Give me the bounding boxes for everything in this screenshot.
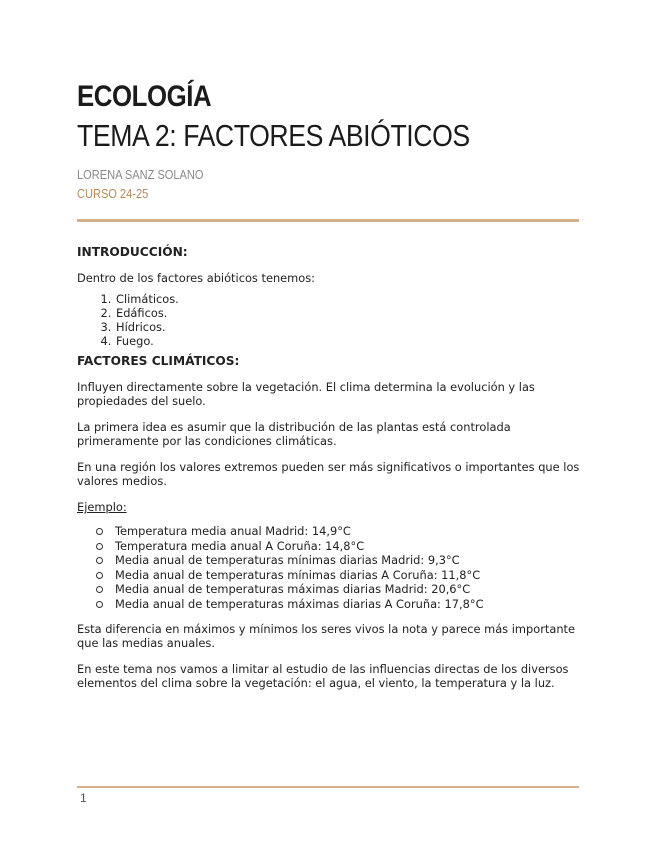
list-item: Media anual de temperaturas máximas diarias Madrid: 20,6°C	[115, 582, 582, 597]
list-item: 4. Fuego.	[115, 334, 582, 348]
header-divider	[77, 219, 579, 222]
paragraph: Esta diferencia en máximos y mínimos los seres vivos la nota y parece más importante que las medias anuales.	[77, 621, 576, 650]
list-item: Media anual de temperaturas mínimas diarias A Coruña: 11,8°C	[115, 568, 582, 583]
circle-bullet-icon	[96, 557, 103, 564]
footer-divider	[77, 786, 579, 788]
abiotic-factor-list	[77, 292, 582, 348]
page-number: 1	[80, 791, 87, 805]
climatic-heading: FACTORES CLIMÁTICOS:	[77, 354, 240, 368]
paragraph: La primera idea es asumir que la distribución de las plantas está controlada primeramente por las condiciones climáticas.	[77, 420, 511, 448]
intro-heading: INTRODUCCIÓN:	[77, 245, 188, 259]
list-item: 3. Hídricos.	[115, 320, 582, 334]
circle-bullet-icon	[96, 586, 103, 593]
paragraph: En una región los valores extremos pueden ser más significativos o importantes que los valores medios.	[77, 460, 580, 488]
example-list	[77, 524, 582, 612]
paragraph: Influyen directamente sobre la vegetación. El clima determina la evolución y las propiedades del suelo.	[77, 380, 535, 408]
circle-bullet-icon	[96, 572, 103, 579]
list-item: Media anual de temperaturas máximas diarias A Coruña: 17,8°C	[115, 597, 582, 612]
list-item: Temperatura media anual A Coruña: 14,8°C	[115, 539, 582, 554]
author-name: LORENA SANZ SOLANO	[77, 167, 204, 182]
list-item: Media anual de temperaturas mínimas diarias Madrid: 9,3°C	[115, 553, 582, 568]
subject-title: ECOLOGÍA	[77, 80, 212, 113]
example-label: Ejemplo:	[77, 500, 127, 514]
circle-bullet-icon	[96, 601, 103, 608]
list-item: 1. Climáticos.	[115, 292, 582, 306]
paragraph: En este tema nos vamos a limitar al estudio de las influencias directas de los diversos elementos del clima sobre la vegetación: el agua, el viento, la temperatura y la luz.	[77, 661, 569, 690]
list-item: 2. Edáficos.	[115, 306, 582, 320]
list-item: Temperatura media anual Madrid: 14,9°C	[115, 524, 582, 539]
circle-bullet-icon	[96, 528, 103, 535]
topic-title: TEMA 2: FACTORES ABIÓTICOS	[77, 118, 470, 153]
course-label: CURSO 24-25	[77, 186, 149, 201]
document-body	[77, 245, 582, 702]
circle-bullet-icon	[96, 543, 103, 550]
intro-text: Dentro de los factores abióticos tenemos:	[77, 271, 316, 285]
